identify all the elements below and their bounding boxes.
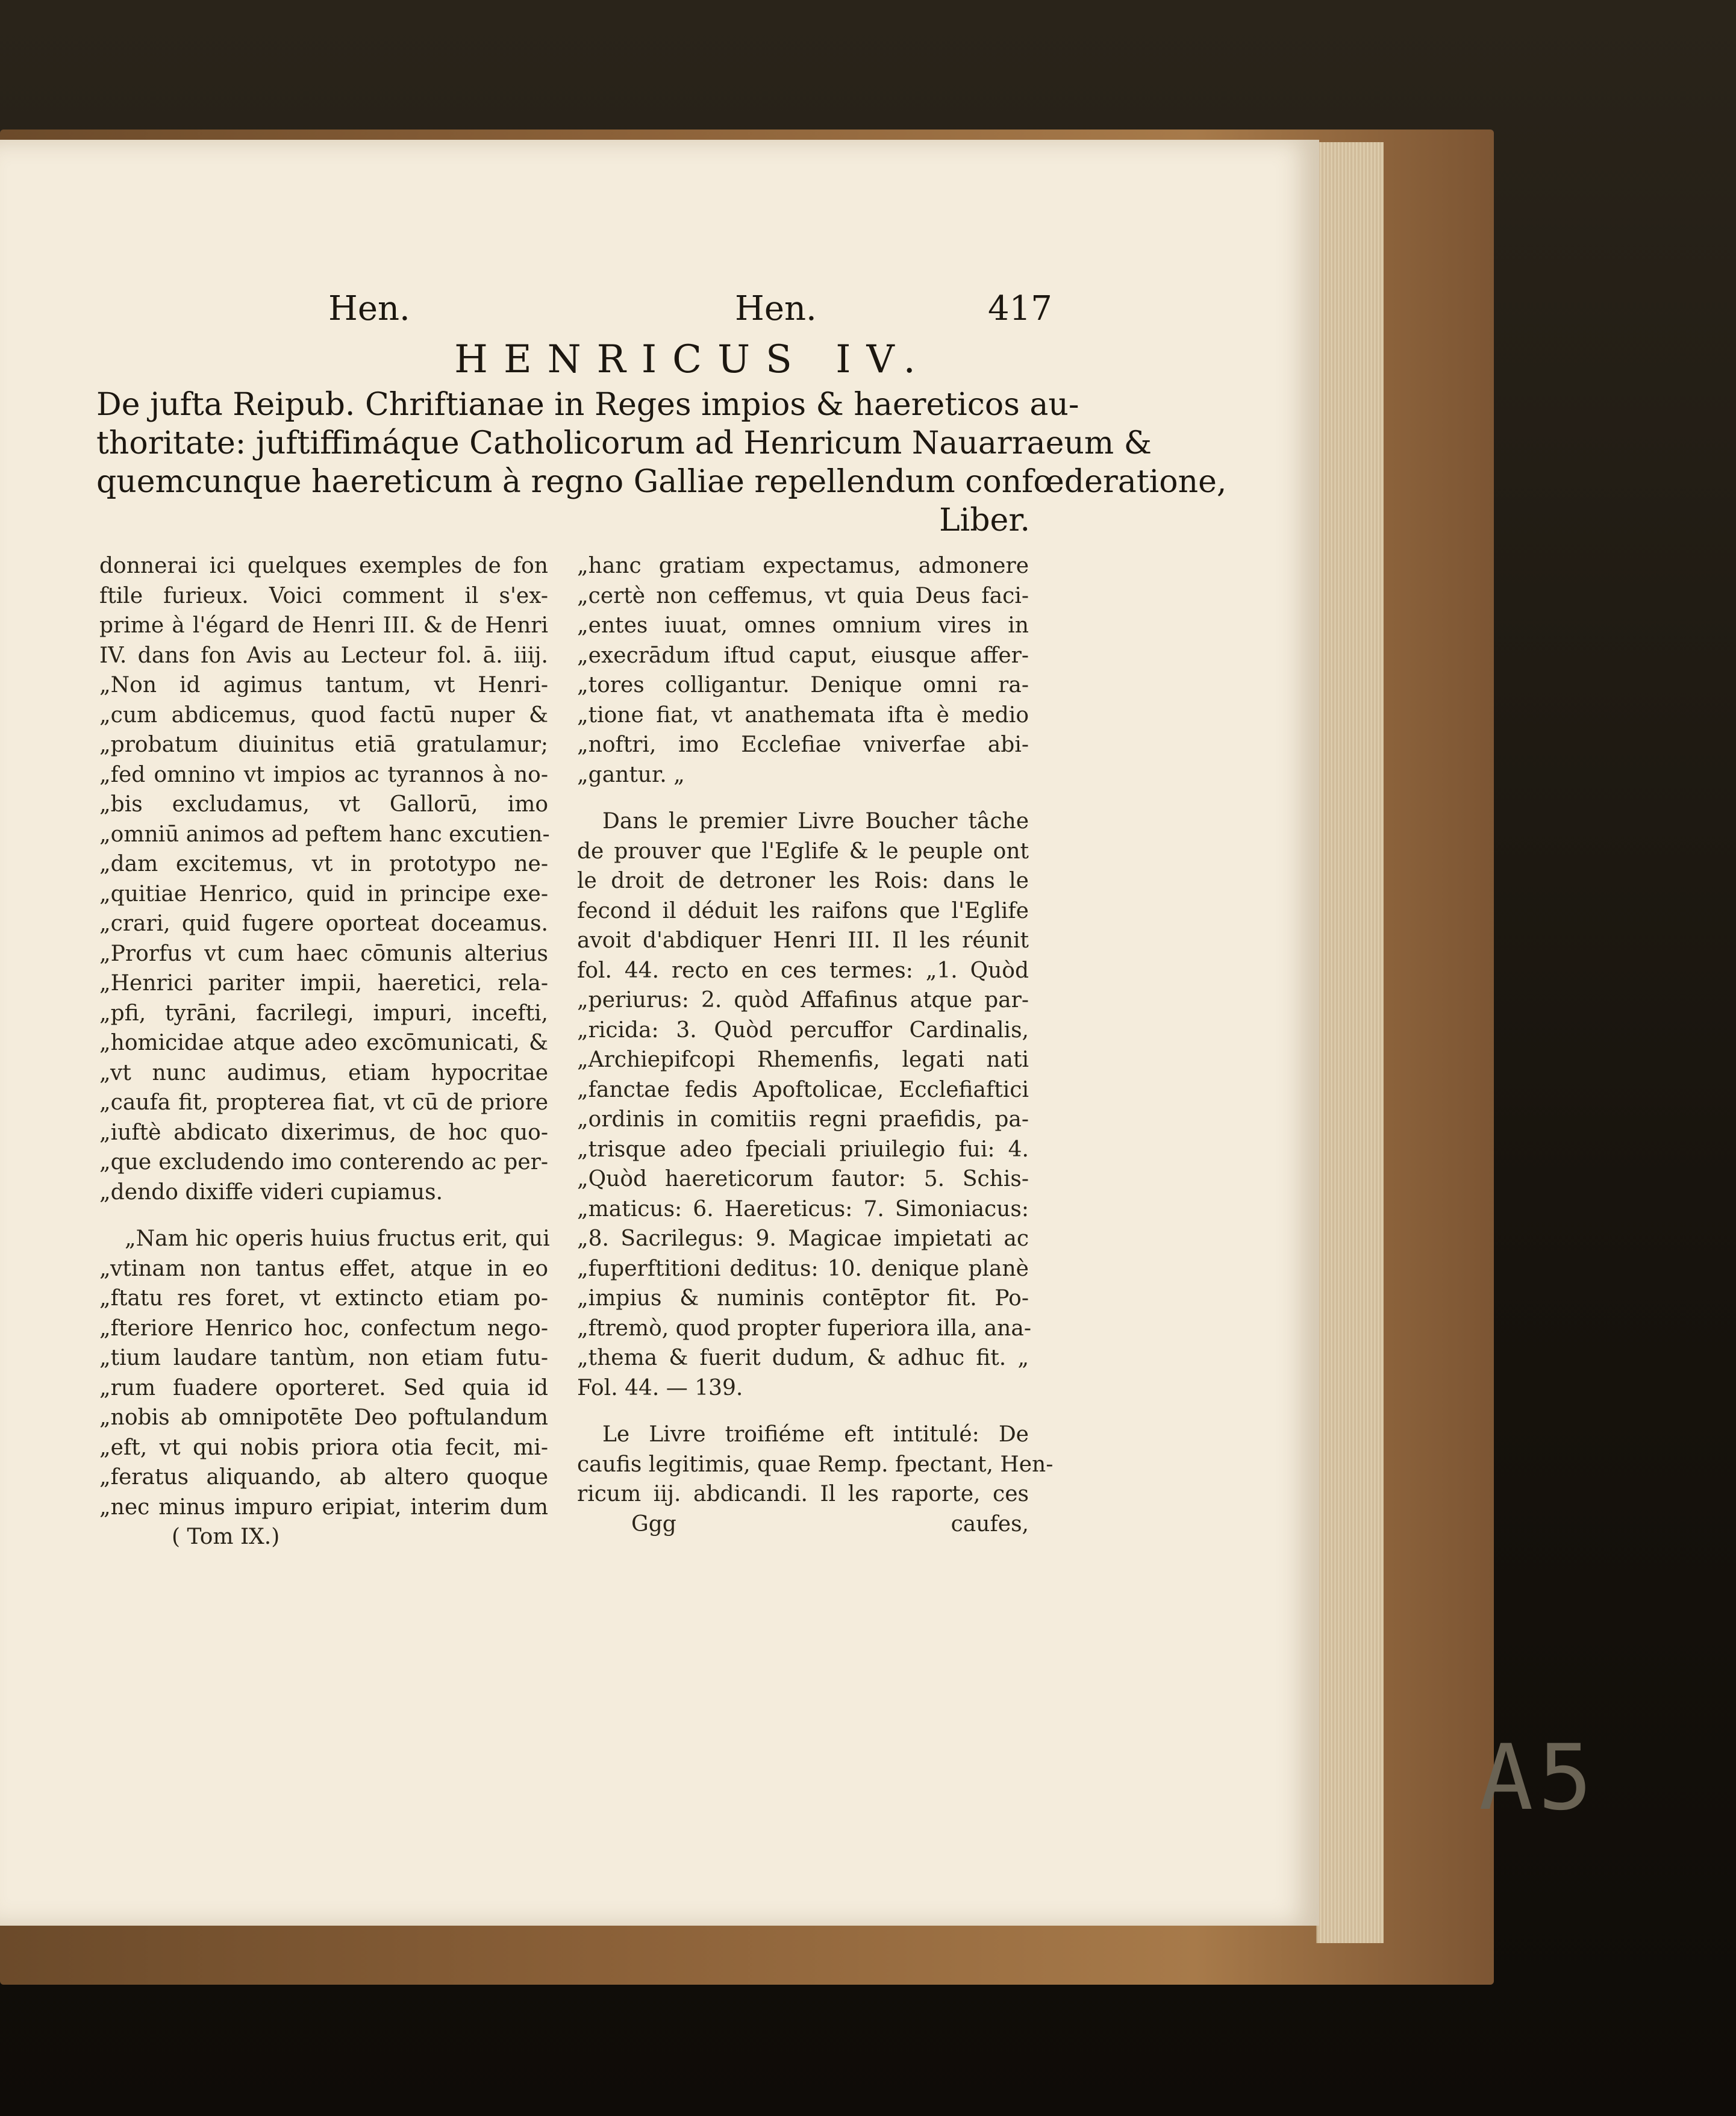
text-line: IV. dans fon Avis au Lecteur fol. ā. iiij. (99, 643, 548, 668)
text-line: avoit d'abdiquer Henri III. Il les réunit (577, 928, 1029, 953)
text-line: donnerai ici quelques exemples de fon (99, 554, 548, 578)
text-line: „fteriore Henrico hoc, confectum nego- (99, 1315, 548, 1341)
page-fore-edge (1316, 142, 1384, 1943)
text-line: „iuftè abdicato dixerimus, de hoc quo- (99, 1120, 548, 1145)
signature-catchword-line: Ggg caufes, (631, 1511, 1029, 1537)
text-line: „crari, quid fugere oporteat doceamus. (99, 911, 548, 936)
right-column (577, 551, 1054, 1539)
text-line: fecond il déduit les raifons que l'Eglife (577, 898, 1029, 923)
book-subtitle (96, 385, 1227, 540)
text-line: „probatum diuinitus etiā gratulamur; (99, 732, 548, 757)
text-line: „fed omnino vt impios ac tyrannos à no- (99, 762, 548, 787)
text-line: „vtinam non tantus effet, atque in eo (99, 1256, 548, 1281)
text-line: „periurus: 2. quòd Affafinus atque par- (577, 988, 1029, 1013)
text-line: „tione fiat, vt anathemata ifta è medio (577, 702, 1029, 728)
running-head-center: Hen. (735, 289, 817, 328)
text-line: „dam excitemus, vt in prototypo ne- (99, 852, 548, 876)
text-line: „dendo dixiffe videri cupiamus. (99, 1179, 443, 1205)
text-line: „noftri, imo Ecclefiae vniverfae abi- (577, 732, 1029, 757)
text-line: „caufa fit, propterea fiat, vt cū de priore (99, 1090, 548, 1115)
subtitle-line: De jufta Reipub. Chriftianae in Reges impios & haereticos au- (96, 387, 1079, 423)
text-line: Dans le premier Livre Boucher tâche (602, 809, 1029, 834)
text-line: caufis legitimis, quae Remp. fpectant, Hen- (577, 1452, 1054, 1477)
subtitle-line: thoritate: juftiffimáque Catholicorum ad Henricum Nauarraeum & (96, 425, 1152, 461)
text-line: „Henrici pariter impii, haeretici, rela- (99, 971, 548, 996)
text-line: „Prorfus vt cum haec cōmunis alterius (99, 941, 548, 966)
text-line: „gantur. „ (577, 762, 685, 787)
text-line: „ftatu res foret, vt extincto etiam po- (99, 1286, 548, 1311)
text-line: „feratus aliquando, ab altero quoque (99, 1465, 548, 1490)
text-line: Le Livre troifiéme eft intitulé: De (602, 1422, 1029, 1447)
text-line: „thema & fuerit dudum, & adhuc fit. „ (577, 1346, 1029, 1370)
text-line: „certè non ceffemus, vt quia Deus faci- (577, 583, 1029, 608)
text-line: „rum fuadere oporteret. Sed quia id (99, 1375, 548, 1400)
text-line: „pfi, tyrāni, facrilegi, impuri, incefti, (99, 1000, 548, 1026)
left-column (99, 551, 548, 1552)
page-number: 417 (988, 289, 1052, 328)
text-line: „tium laudare tantùm, non etiam futu- (99, 1346, 548, 1370)
text-line: „ricida: 3. Quòd percuffor Cardinalis, (577, 1017, 1029, 1043)
text-line: „ordinis in comitiis regni praefidis, pa- (577, 1107, 1029, 1132)
text-line: „entes iuuat, omnes omnium vires in (577, 613, 1029, 638)
text-line: „hanc gratiam expectamus, admonere (577, 554, 1029, 578)
margin-mark: A5 (1479, 1726, 1597, 1830)
text-line: „quitiae Henrico, quid in principe exe- (99, 881, 548, 907)
text-line: „omniū animos ad peftem hanc excutien- (99, 822, 550, 847)
text-line: „ftremò, quod propter fuperiora illa, ana- (577, 1315, 1031, 1341)
text-line: fol. 44. recto en ces termes: „1. Quòd (577, 958, 1029, 983)
text-line: „Archiepifcopi Rhemenfis, legati nati (577, 1047, 1029, 1072)
text-line: prime à l'égard de Henri III. & de Henri (99, 613, 548, 638)
paragraph-gap (99, 1207, 548, 1224)
text-line: „bis excludamus, vt Gallorū, imo (99, 792, 548, 817)
subtitle-line: quemcunque haereticum à regno Galliae repellendum confœderatione, (96, 464, 1227, 500)
text-line: „eft, vt qui nobis priora otia fecit, mi- (99, 1435, 548, 1460)
text-line: „Nam hic operis huius fructus erit, qui (125, 1226, 550, 1251)
volume-footer: ( Tom IX.) (172, 1525, 280, 1549)
text-line: le droit de detroner les Rois: dans le (577, 869, 1029, 893)
text-line: ftile furieux. Voici comment il s'ex- (99, 583, 548, 608)
text-line: „cum abdicemus, quod factū nuper & (99, 702, 548, 728)
text-line: „que excludendo imo conterendo ac per- (99, 1150, 548, 1175)
text-line: „impius & numinis contēptor fit. Po- (577, 1286, 1029, 1311)
text-line: „trisque adeo fpeciali priuilegio fui: 4. (577, 1137, 1029, 1162)
text-line: ricum iij. abdicandi. Il les raporte, ces (577, 1482, 1029, 1506)
subtitle-line: Liber. (939, 502, 1030, 538)
text-line: „Quòd haereticorum fautor: 5. Schis- (577, 1167, 1029, 1191)
text-line: „homicidae atque adeo excōmunicati, & (99, 1031, 548, 1055)
paragraph-gap (577, 790, 1029, 807)
text-line: „Non id agimus tantum, vt Henri- (99, 673, 548, 698)
text-line: „tores colligantur. Denique omni ra- (577, 673, 1029, 698)
text-line: „maticus: 6. Haereticus: 7. Simoniacus: (577, 1196, 1029, 1222)
section-title: HENRICUS IV. (454, 337, 931, 382)
text-line: „8. Sacrilegus: 9. Magicae impietati ac (577, 1226, 1029, 1251)
text-line: „fanctae fedis Apoftolicae, Ecclefiaftici (577, 1077, 1029, 1102)
text-line: „vt nunc audimus, etiam hypocritae (99, 1060, 548, 1085)
text-line: de prouver que l'Eglife & le peuple ont (577, 838, 1029, 864)
text-line: „nobis ab omnipotēte Deo poftulandum (99, 1405, 548, 1430)
running-head-left: Hen. (328, 289, 410, 328)
text-line: „fuperftitioni deditus: 10. denique planè (577, 1256, 1029, 1281)
paragraph-gap (577, 1403, 1029, 1420)
text-line: „execrādum iftud caput, eiusque affer- (577, 643, 1029, 668)
text-line: Fol. 44. — 139. (577, 1375, 743, 1400)
text-line: „nec minus impuro eripiat, interim dum (99, 1494, 548, 1520)
